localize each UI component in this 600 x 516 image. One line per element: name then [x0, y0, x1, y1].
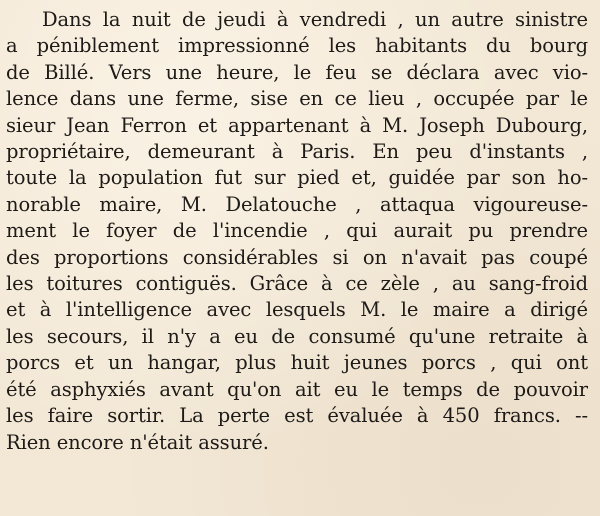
- text-line: été asphyxiés avant qu'on ait eu le temps de pouvoir: [6, 377, 588, 401]
- text-line: Rien encore n'était assuré.: [6, 430, 269, 454]
- text-line: les faire sortir. La perte est évaluée à 450 francs. --: [6, 404, 588, 428]
- text-line: les secours, il n'y a eu de consumé qu'une retraite à: [6, 324, 588, 348]
- text-line: Dans la nuit de jeudi à vendredi , un autre sinistre: [42, 8, 588, 31]
- text-line: porcs et un hangar, plus huit jeunes porcs , qui ont: [6, 351, 588, 375]
- text-line: lence dans une ferme, sise en ce lieu , occupée par le: [6, 87, 588, 111]
- text-line: de Billé. Vers une heure, le feu se déclara avec vio-: [6, 60, 588, 84]
- text-line: a péniblement impressionné les habitants du bourg: [6, 34, 588, 58]
- text-line: les toitures contiguës. Grâce à ce zèle , au sang-froid: [6, 272, 588, 296]
- text-line: norable maire, M. Delatouche , attaqua vigoureuse-: [6, 192, 588, 216]
- text-line: ment le foyer de l'incendie , qui aurait pu prendre: [6, 219, 588, 243]
- text-line: toute la population fut sur pied et, guidée par son ho-: [6, 166, 588, 190]
- text-line: sieur Jean Ferron et appartenant à M. Joseph Dubourg,: [6, 113, 588, 137]
- text-line: des proportions considérables si on n'avait pas coupé: [6, 245, 588, 269]
- article-paragraph: [6, 7, 588, 456]
- text-line: propriétaire, demeurant à Paris. En peu d'instants ,: [6, 140, 588, 164]
- text-line: et à l'intelligence avec lesquels M. le maire a dirigé: [6, 298, 588, 322]
